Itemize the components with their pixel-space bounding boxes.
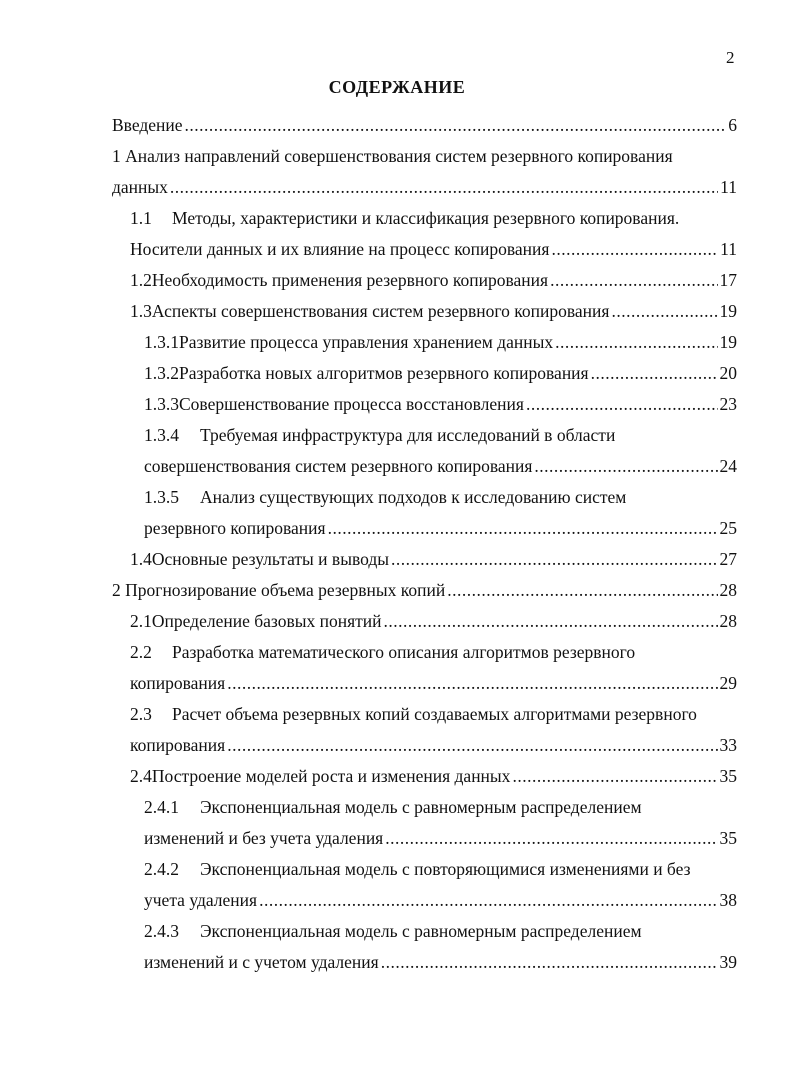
toc-page-number: 20 (719, 363, 737, 383)
toc-page-number: 19 (719, 332, 737, 352)
toc-entry-2-4[interactable] (130, 764, 737, 788)
toc-entry-number: 1.1 (130, 208, 152, 228)
leader-dots (551, 237, 718, 261)
toc-entry-text: 2 Прогнозирование объема резервных копий (112, 580, 446, 600)
toc-entry-chapter-2[interactable] (112, 578, 737, 602)
toc-page-number: 17 (719, 270, 737, 290)
toc-page-number: 39 (719, 952, 737, 972)
toc-entry-1-3-4[interactable] (144, 423, 740, 447)
toc-entry-text: Введение (112, 115, 183, 135)
toc-entry-number: 2.4.1 (144, 797, 179, 817)
toc-entry-text: резервного копирования (144, 518, 326, 538)
toc-entry-1-3[interactable] (130, 299, 737, 323)
toc-entry-2-4-2-cont[interactable] (144, 888, 737, 912)
toc-entry-text: изменений и с учетом удаления (144, 952, 379, 972)
toc-entry-number: 2.3 (130, 704, 152, 724)
leader-dots (185, 113, 727, 137)
toc-entry-number: 1.3.1 (144, 332, 179, 352)
toc-page-number: 28 (719, 580, 737, 600)
leader-dots (611, 299, 717, 323)
toc-entry-text: Методы, характеристики и классификация резервного копирования. (172, 208, 680, 228)
toc-page-number: 11 (720, 177, 737, 197)
toc-page-number: 33 (719, 735, 737, 755)
toc-page-number: 35 (719, 828, 737, 848)
toc-entry-number: 1.2 (130, 270, 152, 290)
toc-entry-text: Определение базовых понятий (151, 611, 382, 631)
toc-page-number: 6 (728, 115, 737, 135)
toc-entry-text: Носители данных и их влияние на процесс копирования (130, 239, 550, 259)
toc-entry-number: 2.4.3 (144, 921, 179, 941)
toc-entry-text: Построение моделей роста и изменения данных (151, 766, 511, 786)
toc-entry-1-4[interactable] (130, 547, 737, 571)
toc-entry-text: копирования (130, 673, 226, 693)
toc-entry-2-3[interactable] (130, 702, 740, 726)
toc-entry-text: Разработка новых алгоритмов резервного копирования (179, 363, 589, 383)
toc-entry-text: Расчет объема резервных копий создаваемых алгоритмами резервного (172, 704, 697, 724)
toc-entry-2-2[interactable] (130, 640, 740, 664)
leader-dots (550, 268, 717, 292)
toc-entry-text: Экспоненциальная модель с повторяющимися изменениями и без (200, 859, 691, 879)
page-number: 2 (726, 48, 735, 67)
leader-dots (227, 733, 717, 757)
toc-entry-text: Основные результаты и выводы (151, 549, 389, 569)
toc-page-number: 35 (719, 766, 737, 786)
toc-entry-1-3-4-cont[interactable] (144, 454, 737, 478)
toc-entry-1-3-2[interactable] (144, 361, 737, 385)
toc-page-number: 29 (719, 673, 737, 693)
toc-entry-text: Разработка математического описания алгоритмов резервного (172, 642, 636, 662)
toc-entry-text: изменений и без учета удаления (144, 828, 384, 848)
toc-entry-number: 1.3.4 (144, 425, 179, 445)
toc-entry-number: 2.1 (130, 611, 152, 631)
toc-entry-number: 1.3 (130, 301, 152, 321)
toc-page-number: 19 (719, 301, 737, 321)
toc-page-number: 27 (719, 549, 737, 569)
leader-dots (328, 516, 718, 540)
toc-entry-number: 1.4 (130, 549, 152, 569)
toc-entry-2-1[interactable] (130, 609, 737, 633)
toc-entry-text: данных (112, 177, 168, 197)
toc-entry-number: 2.2 (130, 642, 152, 662)
toc-page-number: 24 (719, 456, 737, 476)
toc-entry-1-1-cont[interactable] (130, 237, 737, 261)
leader-dots (447, 578, 717, 602)
toc-entry-number: 2.4 (130, 766, 152, 786)
toc-entry-2-4-3[interactable] (144, 919, 740, 943)
toc-entry-text: Аспекты совершенствования систем резервного копирования (151, 301, 610, 321)
toc-entry-chapter-1[interactable] (112, 144, 742, 168)
toc-entry-2-4-1[interactable] (144, 795, 740, 819)
leader-dots (227, 671, 717, 695)
toc-entry-text: Совершенствование процесса восстановления (179, 394, 524, 414)
toc-entry-1-3-3[interactable] (144, 392, 737, 416)
page-title: СОДЕРЖАНИЕ (328, 77, 466, 97)
toc-entry-number: 1.3.2 (144, 363, 179, 383)
toc-page-number: 23 (719, 394, 737, 414)
toc-entry-text: Развитие процесса управления хранением данных (179, 332, 554, 352)
toc-entry-text: Требуемая инфраструктура для исследований в области (200, 425, 616, 445)
toc-entry-2-4-2[interactable] (144, 857, 740, 881)
leader-dots (534, 454, 717, 478)
toc-entry-number: 1.3.5 (144, 487, 179, 507)
leader-dots (512, 764, 717, 788)
toc-entry-1-3-1[interactable] (144, 330, 737, 354)
leader-dots (391, 547, 718, 571)
toc-entry-chapter-1-cont[interactable] (112, 175, 737, 199)
leader-dots (384, 609, 718, 633)
toc-page-number: 11 (720, 239, 737, 259)
leader-dots (555, 330, 717, 354)
toc-page-number: 25 (719, 518, 737, 538)
toc-entry-1-1[interactable] (130, 206, 740, 230)
toc-entry-2-3-cont[interactable] (130, 733, 737, 757)
toc-entry-number: 1.3.3 (144, 394, 179, 414)
toc-entry-text: учета удаления (144, 890, 258, 910)
toc-entry-text: совершенствования систем резервного копирования (144, 456, 533, 476)
toc-entry-number: 2.4.2 (144, 859, 179, 879)
toc-entry-1-3-5-cont[interactable] (144, 516, 737, 540)
toc-entry-text: Необходимость применения резервного копирования (151, 270, 549, 290)
leader-dots (170, 175, 718, 199)
toc-entry-text: 1 Анализ направлений совершенствования систем резервного копирования (112, 146, 673, 166)
toc-entry-1-2[interactable] (130, 268, 737, 292)
toc-entry-1-3-5[interactable] (144, 485, 740, 509)
leader-dots (526, 392, 718, 416)
toc-entry-text: Экспоненциальная модель с равномерным распределением (200, 797, 642, 817)
toc-page-number: 28 (719, 611, 737, 631)
leader-dots (385, 826, 717, 850)
toc-entry-text: копирования (130, 735, 226, 755)
toc-entry-text: Экспоненциальная модель с равномерным распределением (200, 921, 642, 941)
toc-entry-2-2-cont[interactable] (130, 671, 737, 695)
leader-dots (381, 950, 718, 974)
toc-page-number: 38 (719, 890, 737, 910)
leader-dots (591, 361, 718, 385)
leader-dots (259, 888, 717, 912)
toc-entry-2-4-1-cont[interactable] (144, 826, 737, 850)
toc-entry-2-4-3-cont[interactable] (144, 950, 737, 974)
toc-entry-text: Анализ существующих подходов к исследованию систем (200, 487, 627, 507)
toc-entry-intro[interactable] (112, 113, 737, 137)
